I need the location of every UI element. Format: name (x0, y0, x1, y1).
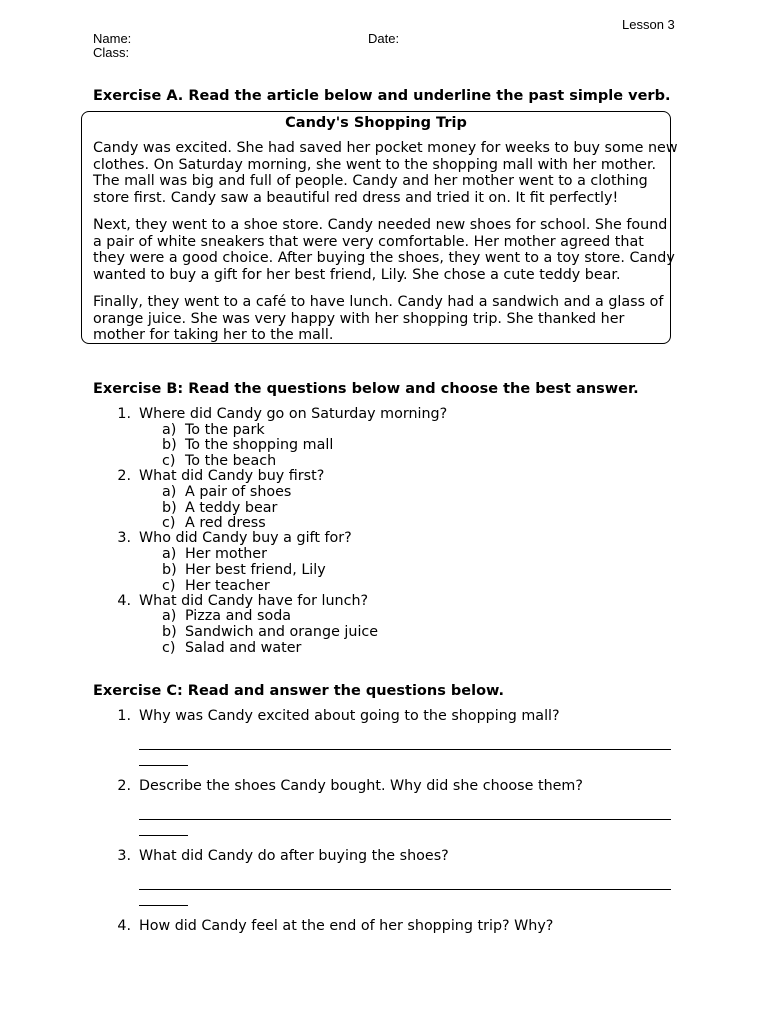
answer-line[interactable] (139, 765, 188, 766)
answer-line[interactable] (139, 889, 671, 890)
question-number: 4. (117, 593, 131, 609)
option-letter: a) (162, 484, 177, 500)
option-text: To the beach (185, 453, 277, 469)
article-title: Candy's Shopping Trip (285, 115, 467, 131)
question-text: Where did Candy go on Saturday morning? (139, 406, 448, 422)
answer-line[interactable] (139, 749, 671, 750)
article-box (81, 111, 678, 344)
question-number: 2. (117, 778, 131, 794)
option-text: A pair of shoes (185, 484, 292, 500)
answer-line[interactable] (139, 819, 671, 820)
option-text: Pizza and soda (185, 608, 292, 624)
article-line: wanted to buy a gift for her best friend, Lily. She chose a cute teddy bear. (93, 267, 621, 284)
answer-line[interactable] (139, 835, 188, 836)
question-text: What did Candy buy first? (139, 468, 325, 484)
article-line: mother for taking her to the mall. (93, 327, 334, 344)
class-label: Class: (93, 45, 130, 60)
option-text: To the shopping mall (185, 437, 334, 453)
option-text: Her teacher (185, 578, 270, 594)
option-letter: c) (162, 578, 176, 594)
question-number: 1. (117, 708, 131, 724)
question-number: 3. (117, 530, 131, 546)
article-paragraph-2 (93, 217, 683, 284)
exercise-a-heading: Exercise A. Read the article below and underline the past simple verb. (93, 88, 671, 104)
question-text: How did Candy feel at the end of her shopping trip? Why? (139, 918, 554, 934)
article-paragraph-3 (93, 294, 683, 344)
option-text: A teddy bear (185, 500, 278, 516)
exercise-b-heading: Exercise B: Read the questions below and choose the best answer. (93, 381, 639, 397)
question-number: 3. (117, 848, 131, 864)
article-line: Candy was excited. She had saved her pocket money for weeks to buy some new (93, 140, 678, 156)
option-letter: b) (162, 562, 177, 578)
option-letter: c) (162, 453, 176, 469)
date-label: Date: (368, 31, 400, 46)
question-text: Describe the shoes Candy bought. Why did she choose them? (139, 778, 583, 794)
article-line: The mall was big and full of people. Candy and her mother went to a clothing (93, 173, 648, 190)
option-letter: b) (162, 500, 177, 516)
exercise-c-heading: Exercise C: Read and answer the questions below. (93, 683, 505, 699)
question-text: Why was Candy excited about going to the shopping mall? (139, 708, 560, 724)
option-text: Salad and water (185, 640, 302, 656)
article-line: Next, they went to a shoe store. Candy needed new shoes for school. She found (93, 217, 668, 233)
question-text: Who did Candy buy a gift for? (139, 530, 352, 546)
article-line: clothes. On Saturday morning, she went to the shopping mall with her mother. (93, 156, 657, 173)
option-letter: a) (162, 422, 177, 438)
option-text: Her best friend, Lily (185, 562, 326, 578)
article-line: Finally, they went to a café to have lunch. Candy had a sandwich and a glass of (93, 294, 664, 310)
question-number: 4. (117, 918, 131, 934)
article-paragraph-1 (93, 140, 683, 207)
question-text: What did Candy do after buying the shoes? (139, 848, 449, 864)
article-line: store first. Candy saw a beautiful red dress and tried it on. It fit perfectly! (93, 190, 619, 207)
question-number: 1. (117, 406, 131, 422)
article-line: a pair of white sneakers that were very comfortable. Her mother agreed that (93, 233, 644, 250)
option-letter: c) (162, 515, 176, 531)
option-text: To the park (185, 422, 265, 438)
option-letter: a) (162, 608, 177, 624)
option-letter: a) (162, 546, 177, 562)
option-letter: b) (162, 437, 177, 453)
option-text: Her mother (185, 546, 267, 562)
option-letter: c) (162, 640, 176, 656)
lesson-label: Lesson 3 (622, 17, 675, 32)
option-letter: b) (162, 624, 177, 640)
option-text: A red dress (185, 515, 266, 531)
option-text: Sandwich and orange juice (185, 624, 379, 640)
question-text: What did Candy have for lunch? (139, 593, 369, 609)
article-line: they were a good choice. After buying the shoes, they went to a toy store. Candy (93, 250, 675, 267)
question-number: 2. (117, 468, 131, 484)
article-line: orange juice. She was very happy with her shopping trip. She thanked her (93, 310, 625, 327)
answer-line[interactable] (139, 905, 188, 906)
name-label: Name: (93, 31, 132, 46)
